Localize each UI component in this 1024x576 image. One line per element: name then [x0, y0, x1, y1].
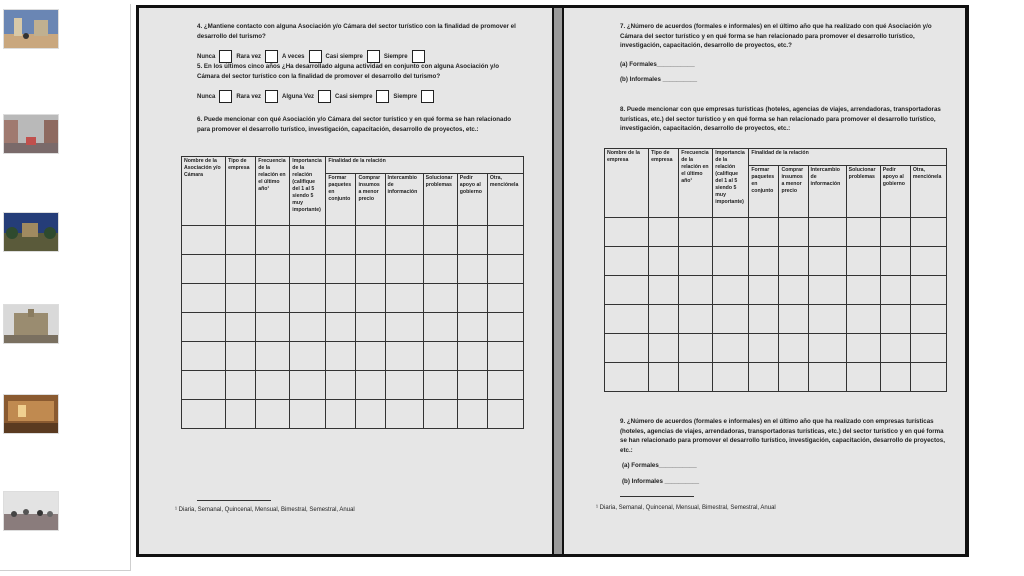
- table-subheader: Formar paquetes en conjunto: [749, 166, 779, 218]
- table-cell[interactable]: [605, 247, 649, 276]
- table-cell[interactable]: [356, 342, 385, 371]
- table-cell[interactable]: [385, 284, 423, 313]
- table-cell[interactable]: [385, 313, 423, 342]
- q8-relationship-table: [604, 148, 947, 392]
- table-cell[interactable]: [356, 313, 385, 342]
- table-cell[interactable]: [226, 400, 256, 429]
- table-cell[interactable]: [679, 334, 713, 363]
- table-subheader: Solucionar problemas: [846, 166, 880, 218]
- table-cell[interactable]: [290, 371, 326, 400]
- right-page: [564, 8, 965, 554]
- table-cell[interactable]: [226, 226, 256, 255]
- table-cell[interactable]: [457, 226, 487, 255]
- table-subheader: Intercambio de información: [808, 166, 846, 218]
- table-cell[interactable]: [649, 218, 679, 247]
- table-subheader: Comprar insumos a menor precio: [779, 166, 808, 218]
- q7-formales-field[interactable]: (a) Formales___________: [620, 61, 695, 68]
- table-cell[interactable]: [846, 276, 880, 305]
- table-cell[interactable]: [423, 371, 457, 400]
- table-cell[interactable]: [779, 334, 808, 363]
- table-cell[interactable]: [290, 313, 326, 342]
- table-row: [605, 363, 947, 392]
- q4-option-label: A veces: [282, 53, 305, 60]
- table-cell[interactable]: [457, 313, 487, 342]
- table-header-importance: Importancia de la relación (califique del 1 al 5 siendo 5 muy importante): [290, 157, 326, 226]
- table-cell[interactable]: [880, 276, 910, 305]
- table-cell[interactable]: [487, 400, 523, 429]
- table-cell[interactable]: [326, 342, 356, 371]
- table-cell[interactable]: [226, 371, 256, 400]
- slide-thumbnail-6[interactable]: [3, 491, 59, 531]
- table-cell[interactable]: [779, 305, 808, 334]
- table-row: [182, 371, 524, 400]
- table-cell[interactable]: [457, 342, 487, 371]
- table-row: [605, 218, 947, 247]
- table-cell[interactable]: [182, 255, 226, 284]
- table-cell[interactable]: [713, 305, 749, 334]
- table-cell[interactable]: [423, 255, 457, 284]
- table-subheader: Intercambio de información: [385, 174, 423, 226]
- slide-thumbnail-3[interactable]: [3, 212, 59, 252]
- table-subheader: Pedir apoyo al gobierno: [457, 174, 487, 226]
- page-gutter: [554, 8, 562, 554]
- footnote-separator: [620, 496, 694, 497]
- table-row: [182, 313, 524, 342]
- q5-options: [197, 90, 438, 103]
- table-row: [182, 284, 524, 313]
- table-cell[interactable]: [256, 371, 290, 400]
- table-cell[interactable]: [487, 371, 523, 400]
- table-cell[interactable]: [605, 218, 649, 247]
- table-cell[interactable]: [779, 218, 808, 247]
- table-subheader: Otra, menciónela: [910, 166, 946, 218]
- table-cell[interactable]: [679, 276, 713, 305]
- table-cell[interactable]: [808, 276, 846, 305]
- question-4: 4. ¿Mantiene contacto con alguna Asociación y/o Cámara del sector turístico con la finalidad de promover el desarrollo del turismo?: [197, 23, 516, 40]
- table-cell[interactable]: [749, 218, 779, 247]
- table-cell[interactable]: [457, 371, 487, 400]
- table-cell[interactable]: [182, 313, 226, 342]
- table-cell[interactable]: [910, 334, 946, 363]
- table-cell[interactable]: [487, 342, 523, 371]
- table-header-name: Nombre de la empresa: [605, 149, 649, 218]
- table-subheader: Otra, menciónela: [487, 174, 523, 226]
- table-header-type: Tipo de empresa: [649, 149, 679, 218]
- table-row: [182, 255, 524, 284]
- table-cell[interactable]: [487, 313, 523, 342]
- table-cell[interactable]: [423, 400, 457, 429]
- table-cell[interactable]: [649, 305, 679, 334]
- table-cell[interactable]: [182, 371, 226, 400]
- q9-formales-field[interactable]: (a) Formales___________: [622, 462, 697, 469]
- table-row: [605, 334, 947, 363]
- table-subheader: Formar paquetes en conjunto: [326, 174, 356, 226]
- q4-option-label: Siempre: [383, 53, 408, 60]
- q5-option-label: Siempre: [393, 93, 418, 100]
- table-cell[interactable]: [356, 400, 385, 429]
- table-header-type: Tipo de empresa: [226, 157, 256, 226]
- slide-thumbnail-2[interactable]: [3, 114, 59, 154]
- table-cell[interactable]: [749, 334, 779, 363]
- table-cell[interactable]: [713, 218, 749, 247]
- table-cell[interactable]: [487, 255, 523, 284]
- table-cell[interactable]: [649, 247, 679, 276]
- table-cell[interactable]: [356, 284, 385, 313]
- q5-option-label: Rara vez: [236, 93, 262, 100]
- table-cell[interactable]: [290, 342, 326, 371]
- table-cell[interactable]: [846, 363, 880, 392]
- table-cell[interactable]: [713, 247, 749, 276]
- table-row: [605, 276, 947, 305]
- table-cell[interactable]: [808, 305, 846, 334]
- table-cell[interactable]: [457, 255, 487, 284]
- table-cell[interactable]: [356, 255, 385, 284]
- q5-checkbox-alguna-vez[interactable]: [318, 90, 331, 103]
- table-cell[interactable]: [779, 363, 808, 392]
- table-cell[interactable]: [182, 342, 226, 371]
- table-cell[interactable]: [846, 218, 880, 247]
- table-cell[interactable]: [182, 400, 226, 429]
- table-cell[interactable]: [226, 342, 256, 371]
- table-cell[interactable]: [385, 371, 423, 400]
- table-cell[interactable]: [256, 342, 290, 371]
- footnote: ¹ Diaria, Semanal, Quincenal, Mensual, Bimestral, Semestral, Anual: [175, 507, 355, 513]
- footnote: ¹ Diaria, Semanal, Quincenal, Mensual, Bimestral, Semestral, Anual: [596, 505, 776, 511]
- slide-thumbnail-5[interactable]: [3, 394, 59, 434]
- table-cell[interactable]: [679, 247, 713, 276]
- table-cell[interactable]: [423, 226, 457, 255]
- q5-option-label: Alguna Vez: [282, 93, 315, 100]
- table-cell[interactable]: [605, 334, 649, 363]
- table-cell[interactable]: [385, 400, 423, 429]
- table-cell[interactable]: [290, 284, 326, 313]
- table-cell[interactable]: [910, 218, 946, 247]
- table-cell[interactable]: [880, 305, 910, 334]
- table-cell[interactable]: [808, 247, 846, 276]
- table-cell[interactable]: [256, 313, 290, 342]
- table-cell[interactable]: [880, 247, 910, 276]
- slide-thumbnail-panel: [0, 4, 131, 571]
- table-cell[interactable]: [679, 363, 713, 392]
- table-cell[interactable]: [256, 400, 290, 429]
- q5-checkbox-rara-vez[interactable]: [265, 90, 278, 103]
- table-header-frequency: Frecuencia de la relación en el último año¹: [256, 157, 290, 226]
- table-cell[interactable]: [910, 247, 946, 276]
- table-cell[interactable]: [779, 247, 808, 276]
- question-5: 5. En los últimos cinco años ¿Ha desarrollado alguna actividad en conjunto con alguna Asociación y/o Cámara del sector turístico con la finalidad de promover el desarrollo del turismo?: [197, 63, 499, 80]
- table-row: [605, 247, 947, 276]
- table-cell[interactable]: [749, 276, 779, 305]
- table-cell[interactable]: [226, 255, 256, 284]
- table-cell[interactable]: [910, 305, 946, 334]
- table-cell[interactable]: [356, 371, 385, 400]
- document-frame: [136, 5, 969, 557]
- table-cell[interactable]: [326, 255, 356, 284]
- table-cell[interactable]: [385, 255, 423, 284]
- table-cell[interactable]: [385, 226, 423, 255]
- footnote-separator: [197, 500, 271, 501]
- table-row: [182, 400, 524, 429]
- q5-checkbox-nunca[interactable]: [219, 90, 232, 103]
- q7-informales-field[interactable]: (b) Informales __________: [620, 76, 698, 83]
- table-cell[interactable]: [679, 305, 713, 334]
- table-cell[interactable]: [649, 276, 679, 305]
- table-cell[interactable]: [910, 363, 946, 392]
- table-cell[interactable]: [326, 284, 356, 313]
- table-cell[interactable]: [679, 218, 713, 247]
- table-cell[interactable]: [182, 284, 226, 313]
- table-cell[interactable]: [182, 226, 226, 255]
- left-page: [139, 8, 552, 554]
- table-cell[interactable]: [713, 276, 749, 305]
- table-row: [182, 342, 524, 371]
- table-cell[interactable]: [326, 313, 356, 342]
- table-cell[interactable]: [605, 276, 649, 305]
- table-header-name: Nombre de la Asociación y/o Cámara: [182, 157, 226, 226]
- question-9: 9. ¿Número de acuerdos (formales e informales) en el último año que ha realizado con empresas turísticas (hoteles, agencias de viajes, arrendadoras, transportadoras turísticas, etc.) del sector turístico y en qué forma se han relacionado para promover el desarrollo turístico, investigación, capacitación, desarrollo de proyectos, etc.:: [620, 418, 945, 454]
- table-row: [182, 226, 524, 255]
- q5-option-label: Nunca: [197, 93, 216, 100]
- q5-option-label: Casi siempre: [335, 93, 373, 100]
- question-8: 8. Puede mencionar con que empresas turísticas (hoteles, agencias de viajes, arrendadoras, transportadoras turísticas, etc.) del sector turístico y en qué forma se han relacionado para promover el desarrollo turístico, investigación, capacitación, desarrollo de proyectos, etc.:: [620, 106, 941, 133]
- table-cell[interactable]: [487, 226, 523, 255]
- table-header-frequency: Frecuencia de la relación en el último año¹: [679, 149, 713, 218]
- table-cell[interactable]: [457, 284, 487, 313]
- table-cell[interactable]: [779, 276, 808, 305]
- table-cell[interactable]: [910, 276, 946, 305]
- table-cell[interactable]: [256, 226, 290, 255]
- table-cell[interactable]: [808, 218, 846, 247]
- table-subheader: Solucionar problemas: [423, 174, 457, 226]
- table-cell[interactable]: [326, 400, 356, 429]
- table-cell[interactable]: [326, 371, 356, 400]
- table-cell[interactable]: [605, 363, 649, 392]
- table-cell[interactable]: [846, 305, 880, 334]
- q4-option-label: Nunca: [197, 53, 216, 60]
- table-cell[interactable]: [808, 334, 846, 363]
- table-cell[interactable]: [423, 342, 457, 371]
- q5-checkbox-siempre[interactable]: [421, 90, 434, 103]
- table-cell[interactable]: [457, 400, 487, 429]
- table-cell[interactable]: [326, 226, 356, 255]
- table-cell[interactable]: [749, 305, 779, 334]
- table-cell[interactable]: [605, 305, 649, 334]
- table-cell[interactable]: [880, 363, 910, 392]
- table-cell[interactable]: [846, 334, 880, 363]
- table-cell[interactable]: [290, 255, 326, 284]
- table-cell[interactable]: [846, 247, 880, 276]
- table-cell[interactable]: [649, 363, 679, 392]
- q5-checkbox-casi-siempre[interactable]: [376, 90, 389, 103]
- question-6: 6. Puede mencionar con qué Asociación y/o Cámara del sector turístico y en qué forma se han relacionado para promover el desarrollo turístico, investigación, capacitación, desarrollo de proyectos, etc.:: [197, 116, 512, 133]
- table-cell[interactable]: [808, 363, 846, 392]
- question-7: 7. ¿Número de acuerdos (formales e informales) en el último año que ha realizado con qué Asociación y/o Cámara del sector turístico y en qué forma se han relacionado para promover el desarrollo turístico, investigación, capacitación, desarrollo de proyectos, etc.?: [620, 23, 932, 50]
- table-row: [605, 305, 947, 334]
- q4-option-label: Casi siempre: [325, 53, 363, 60]
- table-header-importance: Importancia de la relación (califique del 1 al 5 siendo 5 muy importante): [713, 149, 749, 218]
- table-cell[interactable]: [226, 284, 256, 313]
- table-cell[interactable]: [880, 334, 910, 363]
- table-cell[interactable]: [256, 255, 290, 284]
- table-cell[interactable]: [487, 284, 523, 313]
- table-subheader: Comprar insumos a menor precio: [356, 174, 385, 226]
- slide-thumbnail-1[interactable]: [3, 9, 59, 49]
- table-cell[interactable]: [713, 334, 749, 363]
- table-cell[interactable]: [356, 226, 385, 255]
- table-cell[interactable]: [256, 284, 290, 313]
- table-header-purpose: Finalidad de la relación: [749, 149, 947, 166]
- table-header-purpose: Finalidad de la relación: [326, 157, 524, 174]
- table-cell[interactable]: [385, 342, 423, 371]
- table-cell[interactable]: [226, 313, 256, 342]
- table-cell[interactable]: [749, 247, 779, 276]
- slide-thumbnail-4[interactable]: [3, 304, 59, 344]
- q9-informales-field[interactable]: (b) Informales __________: [622, 478, 700, 485]
- table-cell[interactable]: [423, 313, 457, 342]
- table-subheader: Pedir apoyo al gobierno: [880, 166, 910, 218]
- table-cell[interactable]: [649, 334, 679, 363]
- q6-relationship-table: [181, 156, 524, 429]
- table-cell[interactable]: [749, 363, 779, 392]
- table-cell[interactable]: [423, 284, 457, 313]
- table-cell[interactable]: [880, 218, 910, 247]
- table-cell[interactable]: [713, 363, 749, 392]
- q4-option-label: Rara vez: [236, 53, 262, 60]
- table-cell[interactable]: [290, 226, 326, 255]
- table-cell[interactable]: [290, 400, 326, 429]
